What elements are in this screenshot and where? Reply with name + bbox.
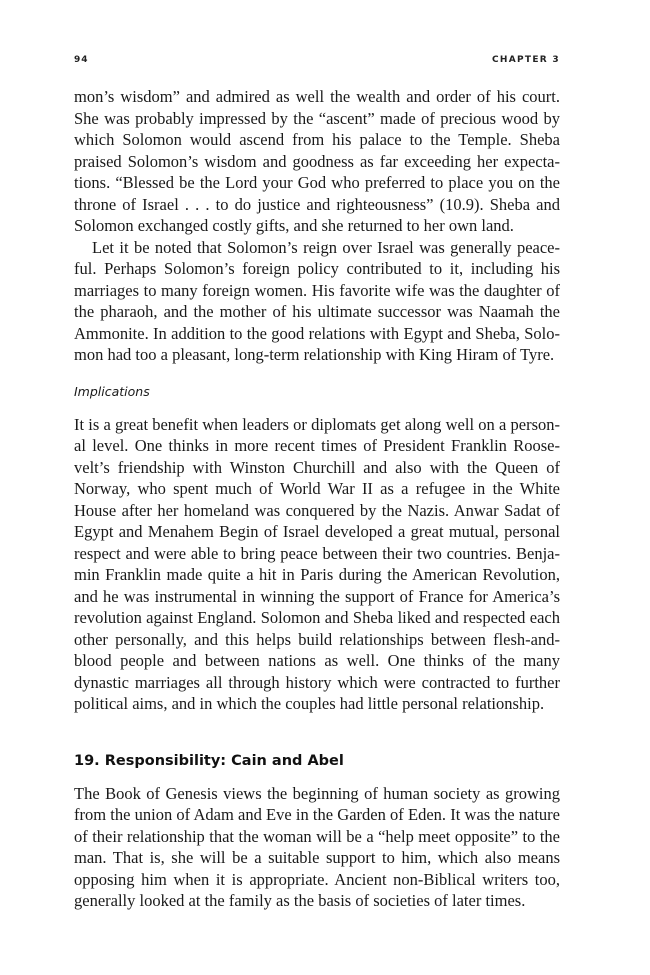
section-heading: 19. Responsibility: Cain and Abel <box>74 752 344 769</box>
subheading: Implications <box>74 383 150 399</box>
body-text <box>74 86 560 912</box>
page-number: 94 <box>74 55 89 65</box>
paragraph: mon’s wisdom” and admired as well the wealth and order of his court. She was probably impressed by the “ascent” made of precious wood by which Solomon would ascend from his palace to the Temple. Sheba praised Solomon’s wisdom and goodness as far exceeding her expectations. “Blessed be the Lord your God who preferred to place you on the throne of Israel . . . to do justice and righteousness” (10.9). Sheba and Solomon exchanged costly gifts, and she returned to her own land. <box>74 87 560 235</box>
paragraph: It is a great benefit when leaders or diplomats get along well on a personal level. One thinks in more recent times of President Franklin Roosevelt’s friendship with Winston Churchill and also with the Queen of Norway, who spent much of World War II as a refugee in the White House after her homeland was conquered by the Nazis. Anwar Sadat of Egypt and Menahem Begin of Israel developed a great mutual, personal respect and were able to bring peace between their two countries. Benjamin Franklin made quite a hit in Paris during the American Revolution, and he was instrumental in winning the support of France for America’s revolution against England. Solomon and Sheba liked and respected each other personally, and this helps build relationships between flesh-and-blood people and between nations as well. One thinks of the many dynastic marriages all through history which were contracted to further political aims, and in which the couples had little personal relationship. <box>74 414 560 713</box>
paragraph: Let it be noted that Solomon’s reign over Israel was generally peaceful. Perhaps Solomon’s foreign policy contributed to it, including his marriages to many foreign women. His favorite wife was the daughter of the pharaoh, and the mother of his ultimate successor was Naamah the Ammonite. In addition to the good relations with Egypt and Sheba, Solomon had too a pleasant, long-term relationship with King Hiram of Tyre. <box>74 237 560 364</box>
chapter-title: CHAPTER 3 <box>491 55 560 65</box>
paragraph: The Book of Genesis views the beginning of human society as growing from the union of Adam and Eve in the Garden of Eden. It was the nature of their relationship that the woman will be a “help meet opposite” to the man. That is, she will be a suitable support to him, which also means opposing him when it is appropriate. Ancient non-Biblical writers too, generally looked at the family as the basis of societies of later times. <box>74 783 560 910</box>
running-header <box>74 55 560 69</box>
